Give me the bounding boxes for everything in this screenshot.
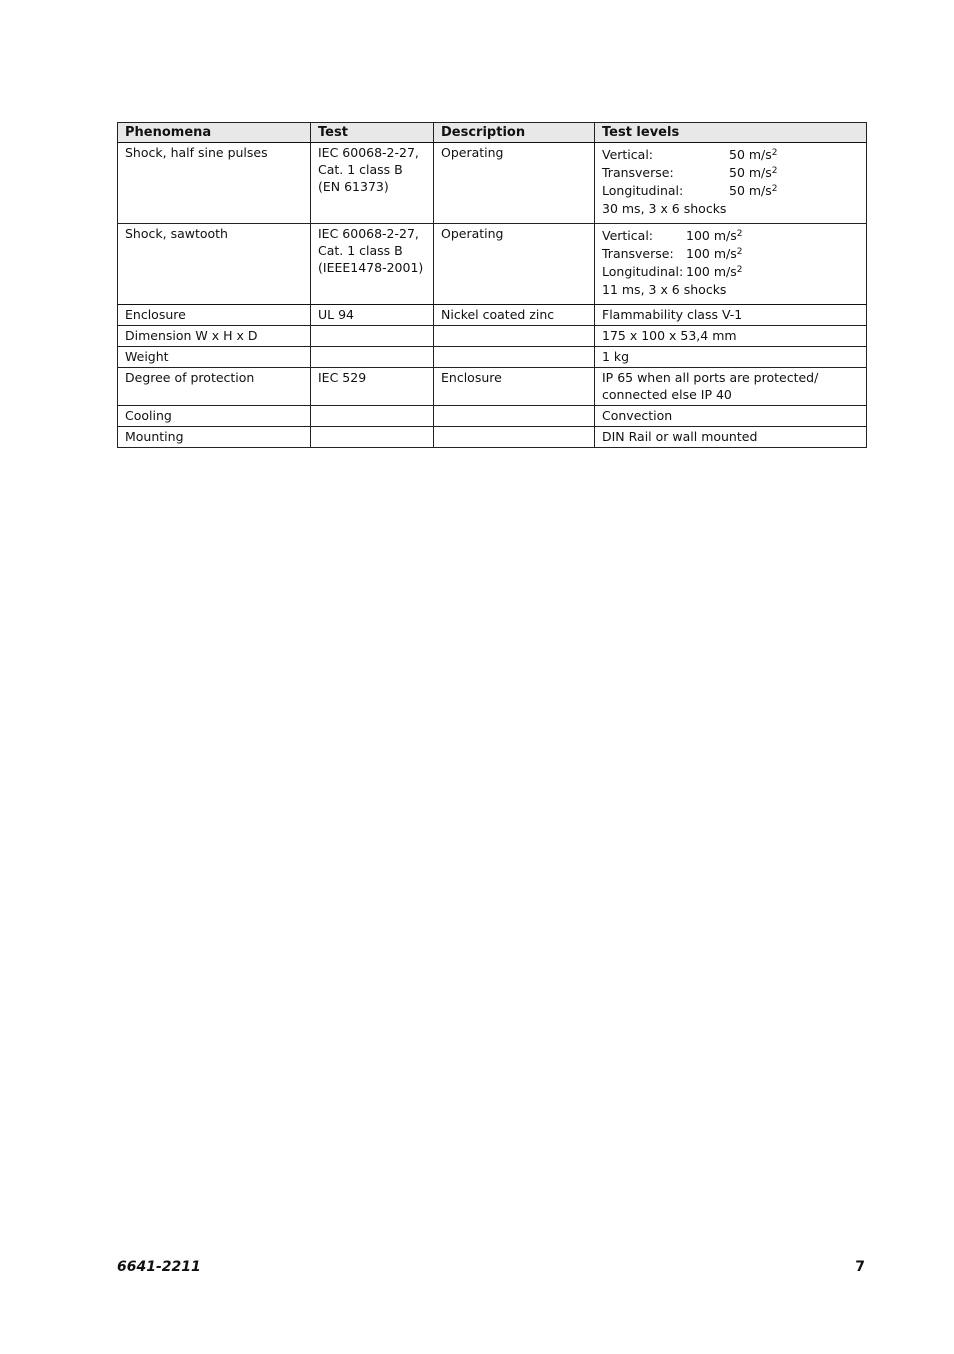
level-row [602, 227, 859, 245]
cell-description: Nickel coated zinc [434, 305, 595, 326]
level-value: 100 m/s [686, 228, 737, 243]
level-note: 11 ms, 3 x 6 shocks [602, 282, 727, 297]
cell-description [434, 347, 595, 368]
cell-phenomena: Cooling [118, 406, 311, 427]
cell-test-levels: Convection [595, 406, 867, 427]
level-exponent: 2 [736, 229, 743, 239]
cell-test [311, 326, 434, 347]
header-test-levels: Test levels [595, 123, 867, 143]
level-value: 50 m/s [729, 147, 772, 162]
table-row [118, 427, 867, 448]
level-value: 50 m/s [729, 165, 772, 180]
header-test: Test [311, 123, 434, 143]
cell-phenomena: Enclosure [118, 305, 311, 326]
level-exponent: 2 [736, 265, 743, 275]
cell-test: UL 94 [311, 305, 434, 326]
test-line: (EN 61373) [318, 179, 389, 194]
cell-test-levels [595, 143, 867, 224]
cell-phenomena: Shock, sawtooth [118, 224, 311, 305]
test-line: IEC 60068-2-27, [318, 145, 419, 160]
table-row [118, 326, 867, 347]
cell-phenomena: Weight [118, 347, 311, 368]
table-row [118, 143, 867, 224]
cell-phenomena: Shock, half sine pulses [118, 143, 311, 224]
levels-list [602, 144, 859, 218]
cell-phenomena: Dimension W x H x D [118, 326, 311, 347]
cell-test: IEC 529 [311, 368, 434, 406]
test-line: Cat. 1 class B [318, 162, 403, 177]
level-note: 30 ms, 3 x 6 shocks [602, 201, 727, 216]
header-phenomena: Phenomena [118, 123, 311, 143]
table-row [118, 305, 867, 326]
cell-description [434, 427, 595, 448]
level-row [602, 164, 859, 182]
cell-test-levels: 175 x 100 x 53,4 mm [595, 326, 867, 347]
specifications-table [117, 122, 867, 448]
cell-phenomena: Degree of protection [118, 368, 311, 406]
level-label: Longitudinal: [602, 264, 684, 279]
cell-test [311, 143, 434, 224]
level-exponent: 2 [736, 247, 743, 257]
level-label: Vertical: [602, 147, 654, 162]
cell-test-levels [595, 224, 867, 305]
level-exponent: 2 [771, 166, 778, 176]
level-label: Longitudinal: [602, 183, 684, 198]
levels-list [602, 225, 859, 299]
level-value: 100 m/s [686, 264, 737, 279]
cell-test-levels: 1 kg [595, 347, 867, 368]
test-line: Cat. 1 class B [318, 243, 403, 258]
cell-test-levels: Flammability class V-1 [595, 305, 867, 326]
table-row [118, 347, 867, 368]
page-number: 7 [855, 1259, 865, 1275]
cell-test [311, 406, 434, 427]
cell-test-levels: DIN Rail or wall mounted [595, 427, 867, 448]
cell-test [311, 347, 434, 368]
level-value: 50 m/s [729, 183, 772, 198]
cell-test [311, 427, 434, 448]
cell-description: Operating [434, 224, 595, 305]
test-line: (IEEE1478-2001) [318, 260, 424, 275]
table-header-row [118, 123, 867, 143]
level-row [602, 146, 859, 164]
cell-phenomena: Mounting [118, 427, 311, 448]
cell-description: Enclosure [434, 368, 595, 406]
cell-test [311, 224, 434, 305]
cell-test-levels [595, 368, 867, 406]
levels-line: IP 65 when all ports are protected/ [602, 370, 819, 385]
table-row [118, 368, 867, 406]
level-label: Transverse: [602, 246, 674, 261]
cell-description [434, 326, 595, 347]
level-row [602, 263, 859, 281]
level-label: Vertical: [602, 228, 654, 243]
level-row [602, 245, 859, 263]
document-number: 6641-2211 [117, 1259, 201, 1275]
cell-description [434, 406, 595, 427]
test-line: IEC 60068-2-27, [318, 226, 419, 241]
levels-line: connected else IP 40 [602, 387, 732, 402]
level-row [602, 182, 859, 200]
table-row [118, 406, 867, 427]
level-value: 100 m/s [686, 246, 737, 261]
level-exponent: 2 [771, 184, 778, 194]
header-description: Description [434, 123, 595, 143]
cell-description: Operating [434, 143, 595, 224]
table-row [118, 224, 867, 305]
level-label: Transverse: [602, 165, 674, 180]
level-exponent: 2 [771, 148, 778, 158]
